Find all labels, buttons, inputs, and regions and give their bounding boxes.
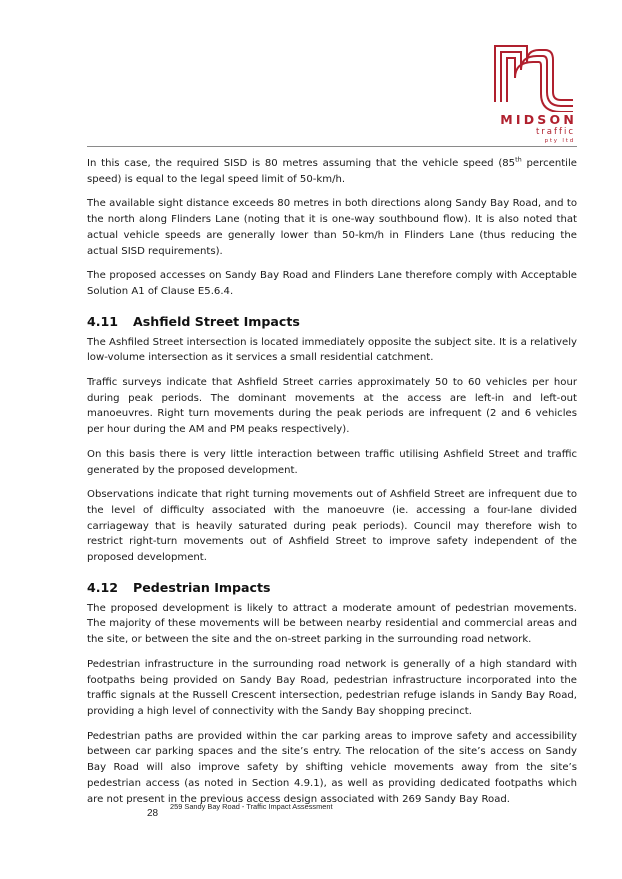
superscript: th (515, 155, 522, 164)
section-number: 4.12 (87, 579, 119, 595)
section-title: Pedestrian Impacts (133, 579, 271, 595)
document-body (87, 156, 577, 816)
paragraph: The Ashfiled Street intersection is located immediately opposite the subject site. It is a relatively low-volume intersection as it services a small residential catchment. (87, 336, 577, 364)
paragraph: The proposed accesses on Sandy Bay Road and Flinders Lane therefore comply with Acceptable Solution A1 of Clause E5.6.4. (87, 270, 577, 297)
midson-logo-mark (487, 40, 577, 112)
paragraph: On this basis there is very little interaction between traffic utilising Ashfield Street and traffic generated by the proposed development. (87, 448, 577, 476)
paragraph: Observations indicate that right turning movements out of Ashfield Street are infrequent due to the level of difficulty associated with the manoeuvre (ie. accessing a four-lane divided carriageway that is heavily saturated during peak periods). Council may therefore wish to restrict right-turn movements out of Ashfield Street to improve safety independent of the proposed development. (87, 489, 577, 564)
logo-subtitle: traffic (535, 127, 575, 137)
section-heading-4-12 (87, 580, 577, 595)
paragraph: The available sight distance exceeds 80 metres in both directions along Sandy Bay Road, and to the north along Flinders Lane (noting that it is one-way southbound flow). It is also noted that actual vehicle speeds are generally lower than 50-km/h in Flinders Lane (thus reducing the actual SISD requirements). (87, 198, 577, 257)
header-rule (87, 146, 577, 147)
logo-wordmark: MIDSON (500, 112, 577, 127)
section-heading-4-11 (87, 314, 577, 329)
logo-subtitle-small: pty ltd (544, 138, 575, 144)
page-number: 28 (147, 808, 159, 819)
paragraph-text: percentile speed) is equal to the legal speed limit of 50-km/h. (87, 158, 577, 185)
paragraph: Pedestrian paths are provided within the car parking areas to improve safety and accessibility between car parking spaces and the site’s entry. The relocation of the site’s access on Sandy Bay Road will also improve safety by shifting vehicle movements away from the site’s pedestrian access (as noted in Section 4.9.1), as well as providing dedicated footpaths which are not present in the previous access design associated with 269 Sandy Bay Road. (87, 730, 577, 805)
paragraph: Traffic surveys indicate that Ashfield Street carries approximately 50 to 60 vehicles per hour during peak periods. The dominant movements at the access are left-in and left-out manoeuvres. Right turn movements during the peak periods are infrequent (2 and 6 vehicles per hour during the AM and PM peaks respectively). (87, 377, 577, 436)
company-logo (487, 40, 577, 152)
paragraph (87, 156, 577, 187)
section-number: 4.11 (87, 313, 119, 329)
paragraph: The proposed development is likely to attract a moderate amount of pedestrian movements. The majority of these movements will be between nearby residential and commercial areas and the site, or between the site and the on-street parking in the surrounding road network. (87, 602, 577, 646)
footer-title: 259 Sandy Bay Road - Traffic Impact Assessment (170, 802, 333, 811)
section-title: Ashfield Street Impacts (133, 313, 300, 329)
paragraph-text: In this case, the required SISD is 80 metres assuming that the vehicle speed (85 (87, 158, 516, 169)
paragraph: Pedestrian infrastructure in the surrounding road network is generally of a high standard with footpaths being provided on Sandy Bay Road, pedestrian infrastructure incorporated into the traffic signals at the Russell Crescent intersection, pedestrian refuge islands in Sandy Bay Road, providing a high level of connectivity with the Sandy Bay shopping precinct. (87, 658, 577, 717)
